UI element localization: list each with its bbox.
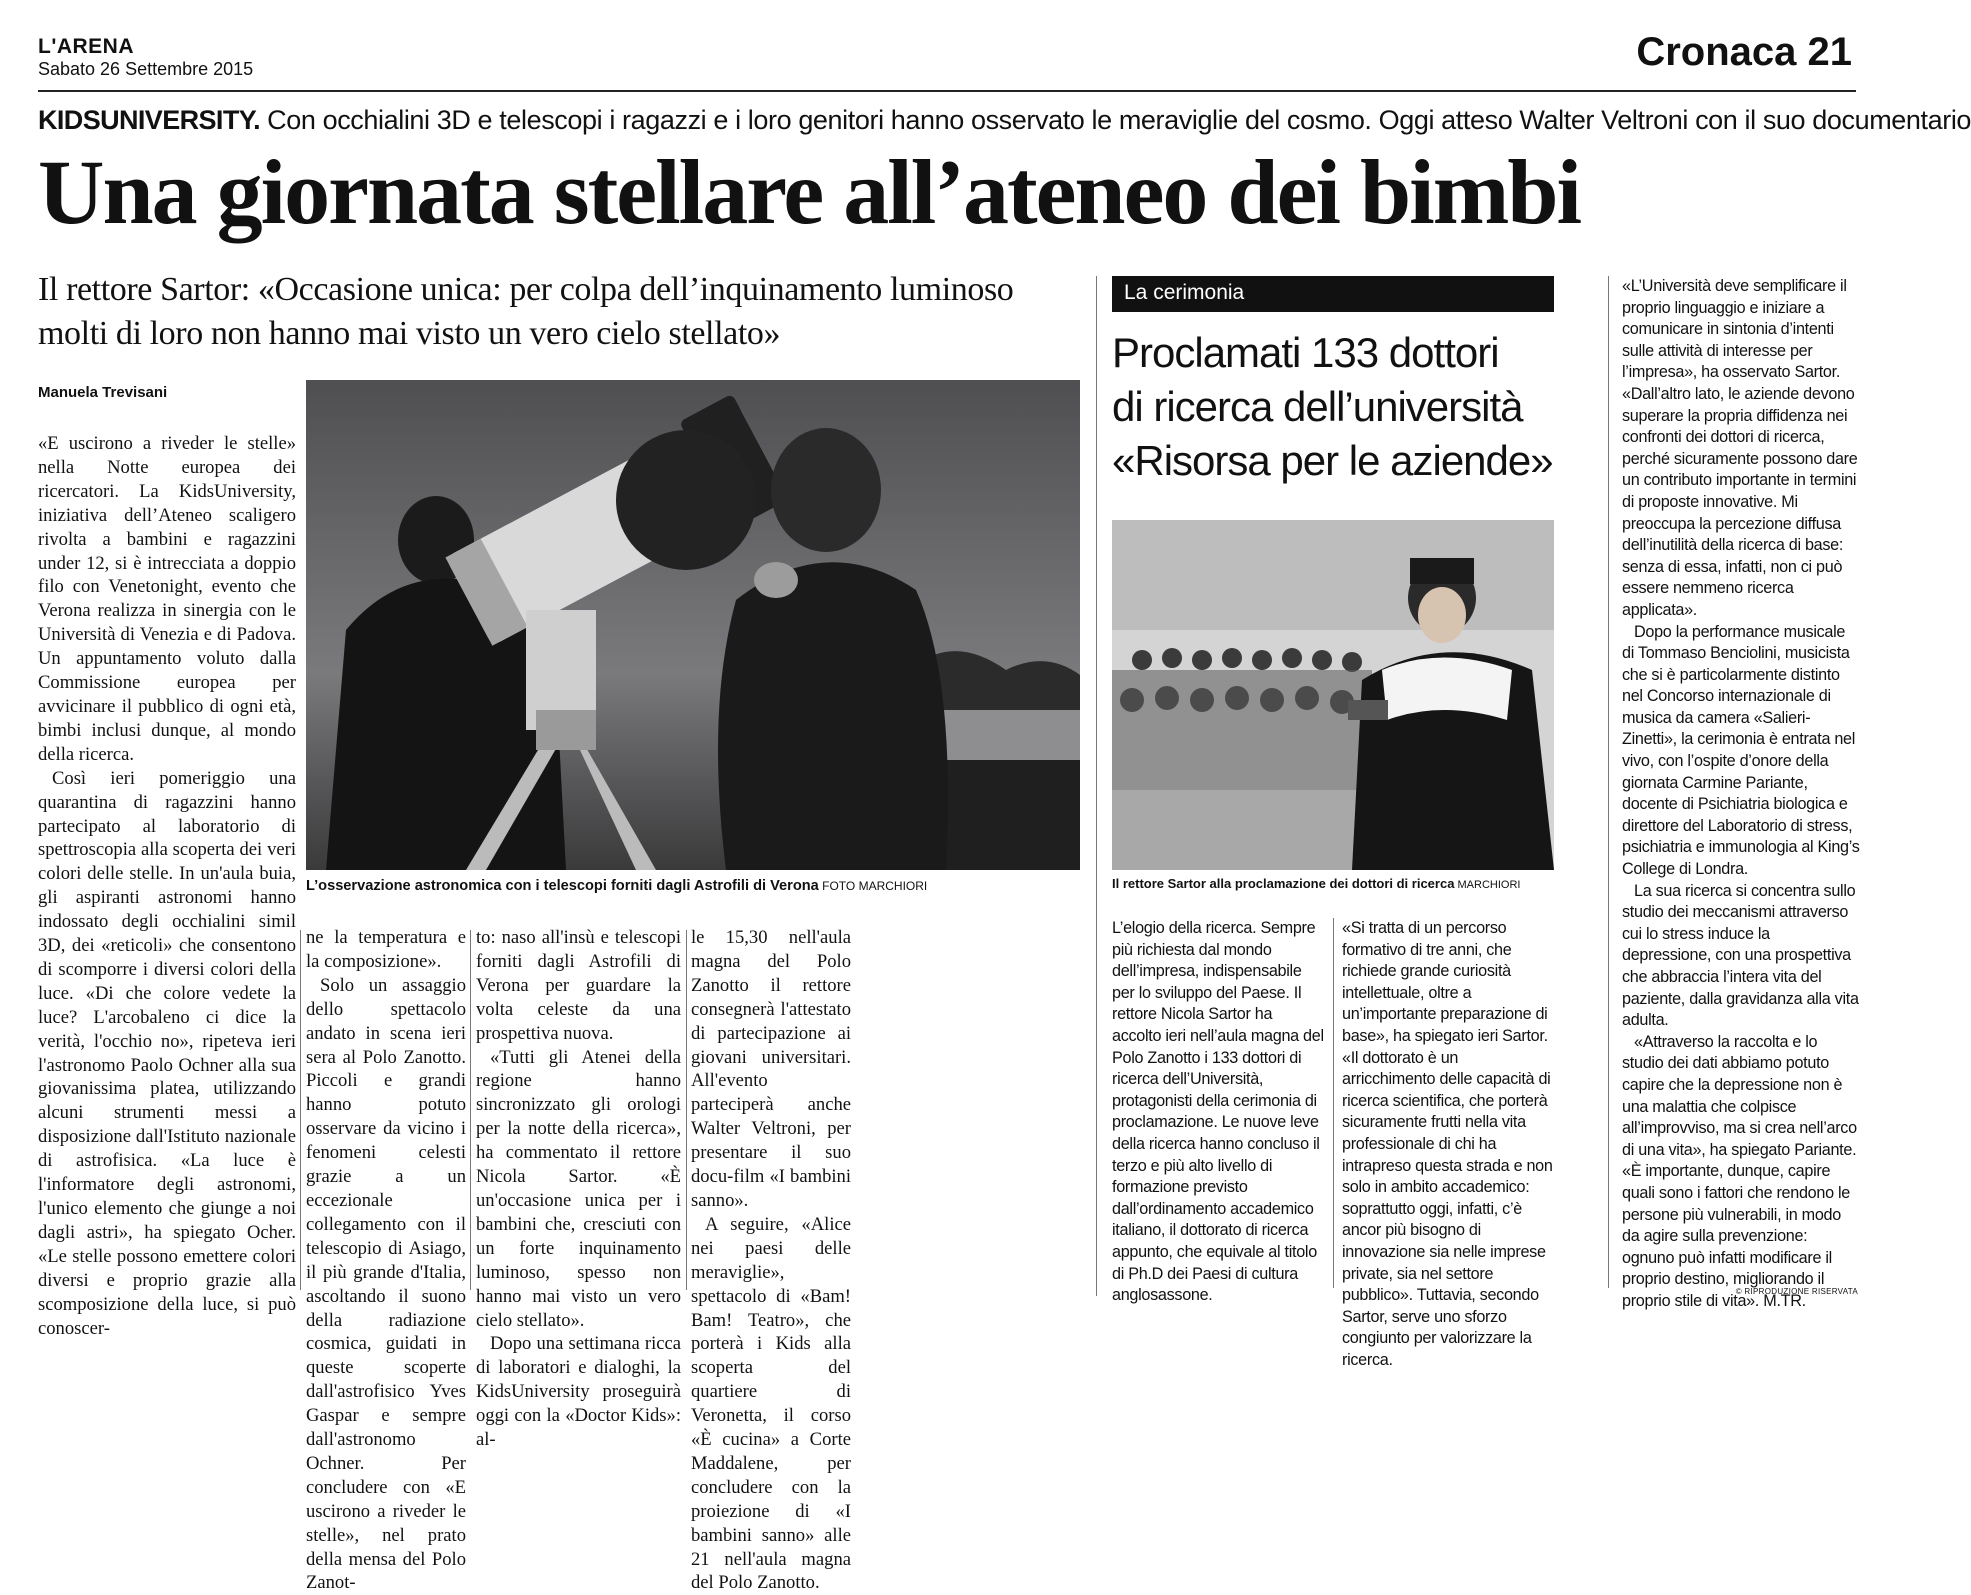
kicker <box>38 104 1971 136</box>
main-photo-caption <box>306 878 1080 894</box>
sidebar-title-line: di ricerca dell’università <box>1112 383 1523 430</box>
sidebar-column-3 <box>1622 276 1860 1313</box>
article-paragraph: Così ieri pomeriggio una quarantina di ragazzini hanno partecipato al laboratorio di spettroscopia alla scoperta dei veri colori delle stelle. In un'aula buia, gli aspiranti astronomi hanno indossato degli occhialini simil 3D, dei «reticoli» che consentono di scomporre i diversi colori della luce. «Di che colore vedete la luce? L'arcobaleno ci dice la verità, l'occhio no», ripeteva ieri l'astronomo Paolo Ochner alla sua giovanissima platea, utilizzando alcuni strumenti messi a disposizione dall'Istituto nazionale di astrofisica. «La luce è l'informatore degli astronomi, l'unico elemento che giunge a noi dagli astri», ha spiegato Ocher. «Le stelle possono emettere colori diversi e proprio grazie alla scomposizione della luce, si può conoscer- <box>38 767 296 1339</box>
article-paragraph: «E uscirono a riveder le stelle» nella Notte europea dei ricercatori. La KidsUniversity, iniziativa dell’Ateneo scaligero rivolta a bambini e ragazzini under 12, si è intrecciata a doppio filo con Venetonight, evento che Verona realizza in sinergia con le Università di Venezia e di Padova. Un appuntamento voluto dalla Commissione europea per avvicinare il pubblico di ogni età, bimbi inclusi dunque, al mondo della ricerca. <box>38 433 296 765</box>
sidebar-column-2 <box>1342 918 1554 1371</box>
article-paragraph: le 15,30 nell'aula magna del Polo Zanotto il rettore consegnerà l'attestato di partecipazione ai giovani universitari. All'evento parteciperà anche Walter Veltroni, per presentare il suo docu-film «I bambini sanno». <box>691 927 851 1211</box>
section-page-label: Cronaca 21 <box>1636 30 1852 74</box>
article-paragraph: «Tutti gli Atenei della regione hanno sincronizzato gli orologi per la notte della ricerca», ha commentato il rettore Nicola Sartor. «È un'occasione unica per i bambini che, cresciuti con un forte inquinamento luminoso, spesso non hanno mai visto un vero cielo stellato». <box>476 1046 681 1331</box>
copyright-notice: © RIPRODUZIONE RISERVATA <box>1735 1287 1858 1296</box>
main-photo-credit: FOTO MARCHIORI <box>818 879 928 893</box>
ceremony-photo-caption <box>1112 876 1554 891</box>
column-rule <box>1333 918 1334 1288</box>
main-photo-caption-text: L’osservazione astronomica con i telescopi forniti dagli Astrofili di Verona <box>306 878 819 894</box>
sidebar-title-line: «Risorsa per le aziende» <box>1112 437 1553 484</box>
issue-date: Sabato 26 Settembre 2015 <box>38 59 254 79</box>
column-rule <box>1608 276 1609 1288</box>
ceremony-photo-credit: MARCHIORI <box>1454 879 1521 891</box>
article-paragraph: ne la temperatura e la composizione». <box>306 927 466 972</box>
article-column-3 <box>476 926 681 1452</box>
masthead <box>38 36 398 80</box>
article-paragraph: A seguire, «Alice nei paesi delle meraviglie», spettacolo di «Bam! Bam! Teatro», che porterà i Kids alla scoperta del quartiere di Veronetta, il corso «È cucina» a Corte Maddalene, per concludere con la proiezione di «I bambini sanno» alle 21 nell'aula magna del Polo Zanotto. <box>691 1213 851 1594</box>
column-rule <box>470 930 471 1290</box>
article-paragraph: Dopo una settimana ricca di laboratori e dialoghi, la KidsUniversity proseguirà oggi con la «Doctor Kids»: al- <box>476 1333 681 1451</box>
top-rule <box>38 90 1856 92</box>
sidebar-paragraph: «Si tratta di un percorso formativo di tre anni, che richiede grande curiosità intellettuale, oltre a un’importante preparazione di base», ha spiegato ieri Sartor. «Il dottorato è un arricchimento delle capacità di ricerca scientifica, che porterà sicuramente frutti nella vita professionale di chi ha intrapreso questa strada e non solo in ambito accademico: soprattutto oggi, infatti, c’è ancor più bisogno di innovazione sia nelle imprese private, sia nel settore pubblico». Tuttavia, secondo Sartor, serve uno sforzo congiunto per valorizzare la ricerca. <box>1342 919 1553 1369</box>
ceremony-photo-caption-text: Il rettore Sartor alla proclamazione dei dottori di ricerca <box>1112 876 1455 891</box>
kicker-label: KIDSUNIVERSITY. <box>38 105 261 135</box>
newspaper-name: L'ARENA <box>38 35 134 58</box>
sidebar-paragraph: Dopo la performance musicale di Tommaso Benciolini, musicista che si è particolarmente distinto nel Concorso internazionale di musica da camera «Salieri-Zinetti», la cerimonia è entrata nel vivo, con l’ospite d’onore della giornata Carmine Pariante, docente di Psichiatria biologica e direttore del Laboratorio di stress, psichiatria e immunologia al King’s College di Londra. <box>1622 622 1860 879</box>
sidebar-title-line: Proclamati 133 dottori <box>1112 329 1499 376</box>
column-rule <box>686 930 687 1290</box>
sidebar-paragraph: La sua ricerca si concentra sullo studio dei meccanismi attraverso cui lo stress induce la depressione, con una prospettiva che abbraccia l’intera vita del paziente, dalla gravidanza alla vita adulta. <box>1622 881 1859 1030</box>
sidebar-paragraph: «Attraverso la raccolta e lo studio dei dati abbiamo potuto capire che la depressione non è una malattia che colpisce all’improvviso, ma si crea nell’arco di una vita», ha spiegato Pariante. «È importante, dunque, capire quali sono i fattori che rendono le persone più vulnerabili, in modo da agire sulla prevenzione: ognuno può infatti modificare il proprio destino, migliorando il proprio stile di vita». M.TR. <box>1622 1032 1857 1310</box>
byline: Manuela Trevisani <box>38 384 168 401</box>
sidebar-paragraph: «L’Università deve semplificare il proprio linguaggio e iniziare a comunicare in sintonia d’intenti sulle attività di interesse per l’impresa», ha osservato Sartor. «Dall’altro lato, le aziende devono superare la propria diffidenza nei confronti dei dottori di ricerca, perché sicuramente possono dare un contributo importante in termini di proposte innovative. Mi preoccupa la percezione diffusa dell’inutilità della ricerca di base: senza di essa, infatti, non ci può essere nemmeno ricerca applicata». <box>1622 277 1858 619</box>
sidebar-rule <box>1096 276 1097 1296</box>
article-column-2 <box>306 926 466 1595</box>
sidebar-label: La cerimonia <box>1112 276 1554 312</box>
headline: Una giornata stellare all’ateneo dei bimbi <box>38 141 1581 243</box>
article-column-4 <box>691 926 851 1595</box>
column-rule <box>300 930 301 1290</box>
subheadline: Il rettore Sartor: «Occasione unica: per colpa dell’inquinamento luminoso molti di loro non hanno mai visto un vero cielo stellato» <box>38 271 1014 352</box>
sidebar-title <box>1112 326 1572 488</box>
sidebar-column-1 <box>1112 918 1324 1307</box>
sidebar-paragraph: L’elogio della ricerca. Sempre più richiesta dal mondo dell’impresa, indispensabile per lo sviluppo del Paese. Il rettore Nicola Sartor ha accolto ieri nell’aula magna del Polo Zanotto i 133 dottori di ricerca dell’Università, protagonisti della cerimonia di proclamazione. Le nuove leve della ricerca hanno concluso il terzo e più alto livello di formazione previsto dall’ordinamento accademico italiano, il dottorato di ricerca appunto, che equivale al titolo di Ph.D dei Paesi di cultura anglosassone. <box>1112 919 1324 1305</box>
article-paragraph: Solo un assaggio dello spettacolo andato in scena ieri sera al Polo Zanotto. Piccoli e grandi hanno potuto osservare da vicino i fenomeni celesti grazie a un eccezionale collegamento con il telescopio di Asiago, il più grande d'Italia, ascoltando il suono della radiazione cosmica, guidati in queste scoperte dall'astrofisico Yves Gaspar e sempre dall'astronomo Ochner. Per concludere con «E uscirono a riveder le stelle», nel prato della mensa del Polo Zanot- <box>306 974 466 1594</box>
ceremony-photo <box>1112 520 1554 870</box>
article-paragraph: to: naso all'insù e telescopi forniti dagli Astrofili di Verona per guardare la volta celeste da una prospettiva nuova. <box>476 927 681 1044</box>
kicker-text: Con occhialini 3D e telescopi i ragazzi e i loro genitori hanno osservato le meraviglie del cosmo. Oggi atteso Walter Veltroni con il suo documentario <box>260 105 1971 135</box>
telescope-photo <box>306 380 1080 870</box>
article-column-1 <box>38 432 296 1340</box>
